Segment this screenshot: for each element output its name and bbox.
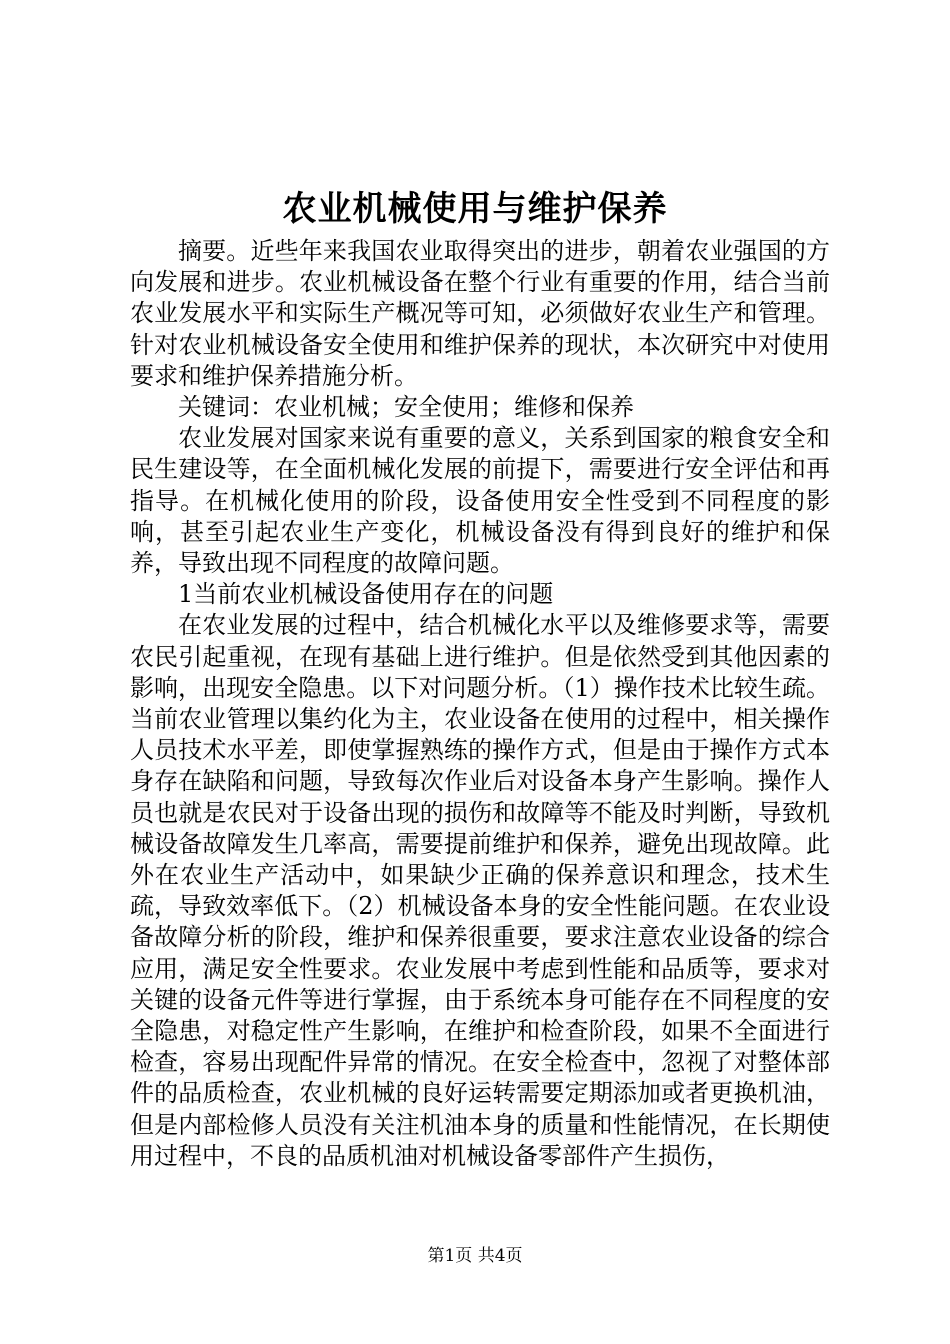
abstract-paragraph: 摘要。近些年来我国农业取得突出的进步，朝着农业强国的方向发展和进步。农业机械设备在整个行业有重要的作用，结合当前农业发展水平和实际生产概况等可知，必须做好农业生产和管理。针对农业机械设备安全使用和维护保养的现状，本次研究中对使用要求和维护保养措施分析。: [130, 237, 830, 390]
document-title: 农业机械使用与维护保养: [282, 189, 668, 229]
section-heading: 1当前农业机械设备使用存在的问题: [178, 580, 554, 609]
document-body: [130, 236, 830, 1172]
keywords-paragraph: 关键词：农业机械；安全使用；维修和保养: [178, 393, 634, 422]
section-paragraph: 在农业发展的过程中，结合机械化水平以及维修要求等，需要农民引起重视，在现有基础上进行维护。但是依然受到其他因素的影响，出现安全隐患。以下对问题分析。（1）操作技术比较生疏。当前农业管理以集约化为主，农业设备在使用的过程中，相关操作人员技术水平差，即使掌握熟练的操作方式，但是由于操作方式本身存在缺陷和问题，导致每次作业后对设备本身产生影响。操作人员也就是农民对于设备出现的损伤和故障等不能及时判断，导致机械设备故障发生几率高，需要提前维护和保养，避免出现故障。此外在农业生产活动中，如果缺少正确的保养意识和理念，技术生疏，导致效率低下。（2）机械设备本身的安全性能问题。在农业设备故障分析的阶段，维护和保养很重要，要求注意农业设备的综合应用，满足安全性要求。农业发展中考虑到性能和品质等，要求对关键的设备元件等进行掌握，由于系统本身可能存在不同程度的安全隐患，对稳定性产生影响，在维护和检查阶段，如果不全面进行检查，容易出现配件异常的情况。在安全检查中，忽视了对整体部件的品质检查，农业机械的良好运转需要定期添加或者更换机油，但是内部检修人员没有关注机油本身的质量和性能情况，在长期使用过程中，不良的品质机油对机械设备零部件产生损伤，: [130, 611, 830, 1170]
page-number-footer: 第1页 共4页: [427, 1246, 523, 1266]
intro-paragraph: 农业发展对国家来说有重要的意义，关系到国家的粮食安全和民生建设等，在全面机械化发展的前提下，需要进行安全评估和再指导。在机械化使用的阶段，设备使用安全性受到不同程度的影响，甚至引起农业生产变化，机械设备没有得到良好的维护和保养，导致出现不同程度的故障问题。: [130, 424, 830, 578]
